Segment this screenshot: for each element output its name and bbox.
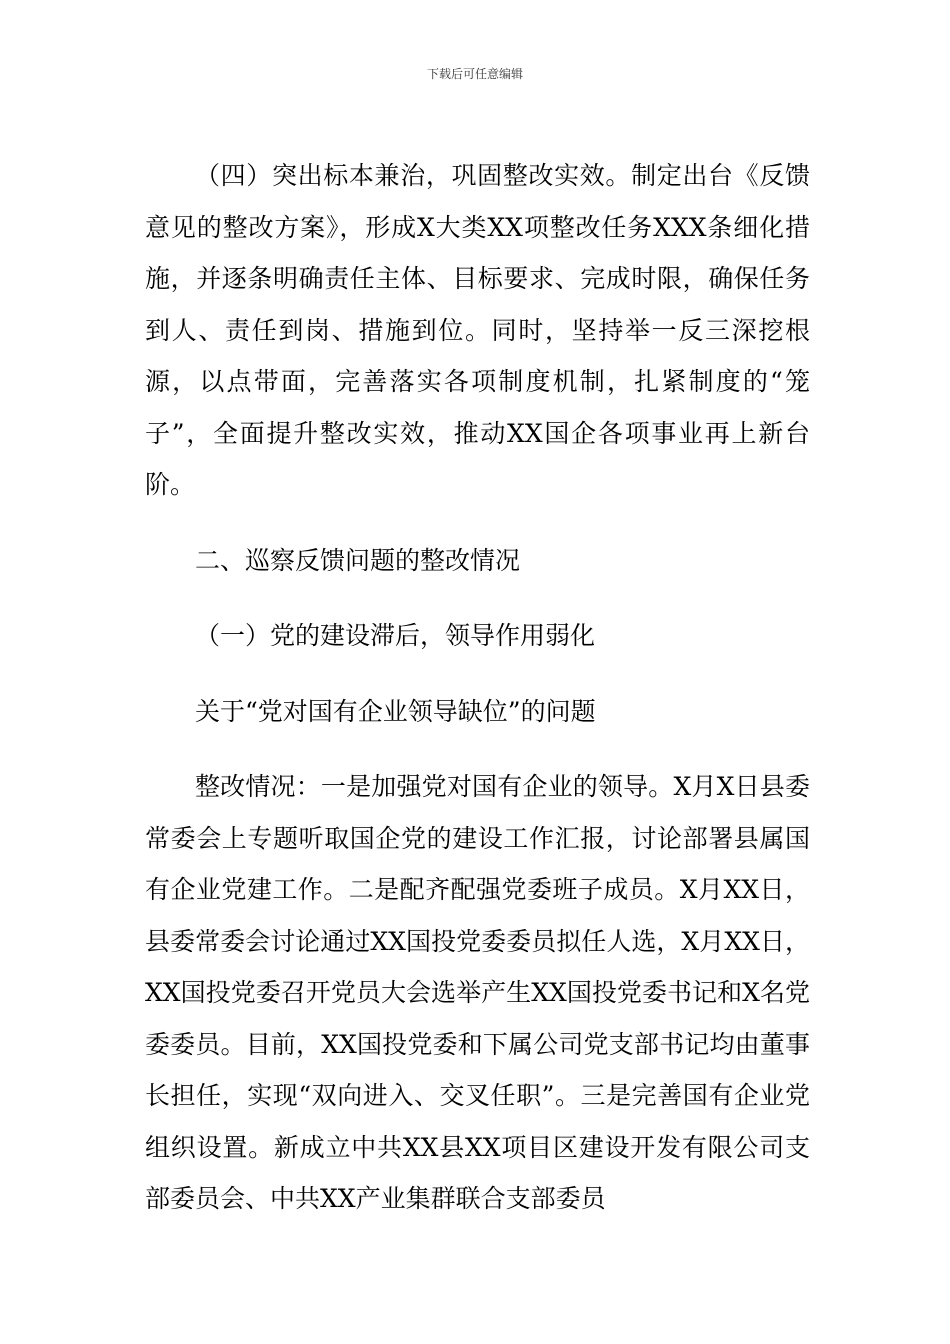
paragraph-gap: [145, 737, 810, 761]
paragraph-gap: [145, 511, 810, 535]
paragraph-gap: [145, 662, 810, 686]
paragraph-consolidate-rectification: （四）突出标本兼治，巩固整改实效。制定出台《反馈意见的整改方案》，形成X大类XX项整改任务XXX条细化措施，并逐条明确责任主体、目标要求、完成时限，确保任务到人、责任到岗、措施到位。同时，坚持举一反三深挖根源，以点带面，完善落实各项制度机制，扎紧制度的“笼子”，全面提升整改实效，推动XX国企各项事业再上新台阶。: [145, 161, 810, 499]
document-body: [145, 150, 810, 1225]
section-heading: 二、巡察反馈问题的整改情况: [195, 545, 521, 575]
paragraph-gap: [145, 586, 810, 610]
issue-heading: 关于“党对国有企业领导缺位”的问题: [195, 696, 596, 726]
page-header-note: 下载后可任意编辑: [426, 67, 523, 81]
subsection-heading: （一）党的建设滞后，领导作用弱化: [195, 621, 596, 650]
paragraph-rectification-status: 整改情况：一是加强党对国有企业的领导。X月X日县委常委会上专题听取国企党的建设工作汇报，讨论部署县属国有企业党建工作。二是配齐配强党委班子成员。X月XX日，县委常委会讨论通过XX国投党委委员拟任人选，X月XX日，XX国投党委召开党员大会选举产生XX国投党委书记和X名党委委员。目前，XX国投党委和下属公司党支部书记均由董事长担任，实现“双向进入、交叉任职”。三是完善国有企业党组织设置。新成立中共XX县XX项目区建设开发有限公司支部委员会、中共XX产业集群联合支部委员: [145, 772, 810, 1213]
